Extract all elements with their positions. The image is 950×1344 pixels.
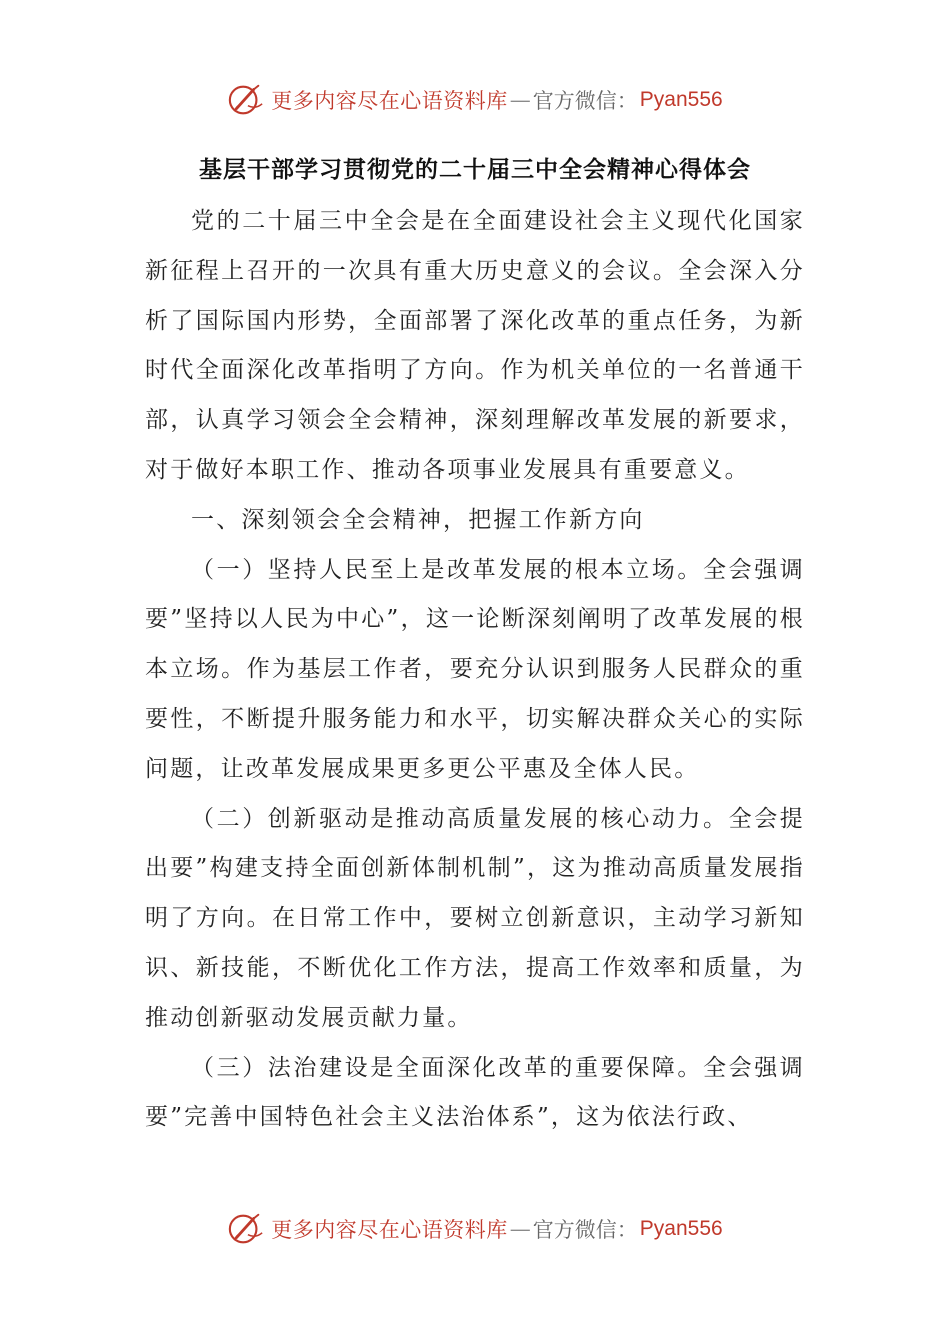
- paragraph-point-3: （三）法治建设是全面深化改革的重要保障。全会强调要”完善中国特色社会主义法治体系”，这为依法行政、: [145, 1054, 805, 1131]
- watermark-label: 官方微信：: [532, 1218, 638, 1242]
- document-title: 基层干部学习贯彻党的二十届三中全会精神心得体会: [199, 156, 751, 183]
- header-watermark: [0, 78, 950, 122]
- paragraph-point-1: （一）坚持人民至上是改革发展的根本立场。全会强调要”坚持以人民为中心”，这一论断深刻阐明了改革发展的根本立场。作为基层工作者，要充分认识到服务人民群众的重要性，不断提升服务能力和水平，切实解决群众关心的实际问题，让改革发展成果更多更公平惠及全体人民。: [145, 556, 805, 782]
- paragraph-intro: 党的二十届三中全会是在全面建设社会主义现代化国家新征程上召开的一次具有重大历史意义的会议。全会深入分析了国际国内形势，全面部署了深化改革的重点任务，为新时代全面深化改革指明了方向。作为机关单位的一名普通干部，认真学习领会全会精神，深刻理解改革发展的新要求，对于做好本职工作、推动各项事业发展具有重要意义。: [145, 208, 805, 483]
- watermark-wechat-id: Pyan556: [639, 1217, 723, 1240]
- watermark-main-text: 更多内容尽在心语资料库: [271, 89, 508, 113]
- watermark-main-text: 更多内容尽在心语资料库: [271, 1218, 508, 1242]
- watermark-separator: —: [509, 88, 531, 112]
- watermark-wechat-id: Pyan556: [639, 88, 723, 111]
- pen-circle-logo-icon: [227, 81, 265, 119]
- section-heading: 一、深刻领会全会精神，把握工作新方向: [191, 506, 645, 533]
- watermark-separator: —: [509, 1217, 531, 1241]
- paragraph-point-2: （二）创新驱动是推动高质量发展的核心动力。全会提出要”构建支持全面创新体制机制”，这为推动高质量发展指明了方向。在日常工作中，要树立创新意识，主动学习新知识、新技能，不断优化工作方法，提高工作效率和质量，为推动创新驱动发展贡献力量。: [145, 805, 805, 1031]
- watermark-label: 官方微信：: [532, 89, 638, 113]
- pen-circle-logo-icon: [227, 1210, 265, 1248]
- document-body: [145, 197, 805, 1143]
- footer-watermark: [0, 1207, 950, 1251]
